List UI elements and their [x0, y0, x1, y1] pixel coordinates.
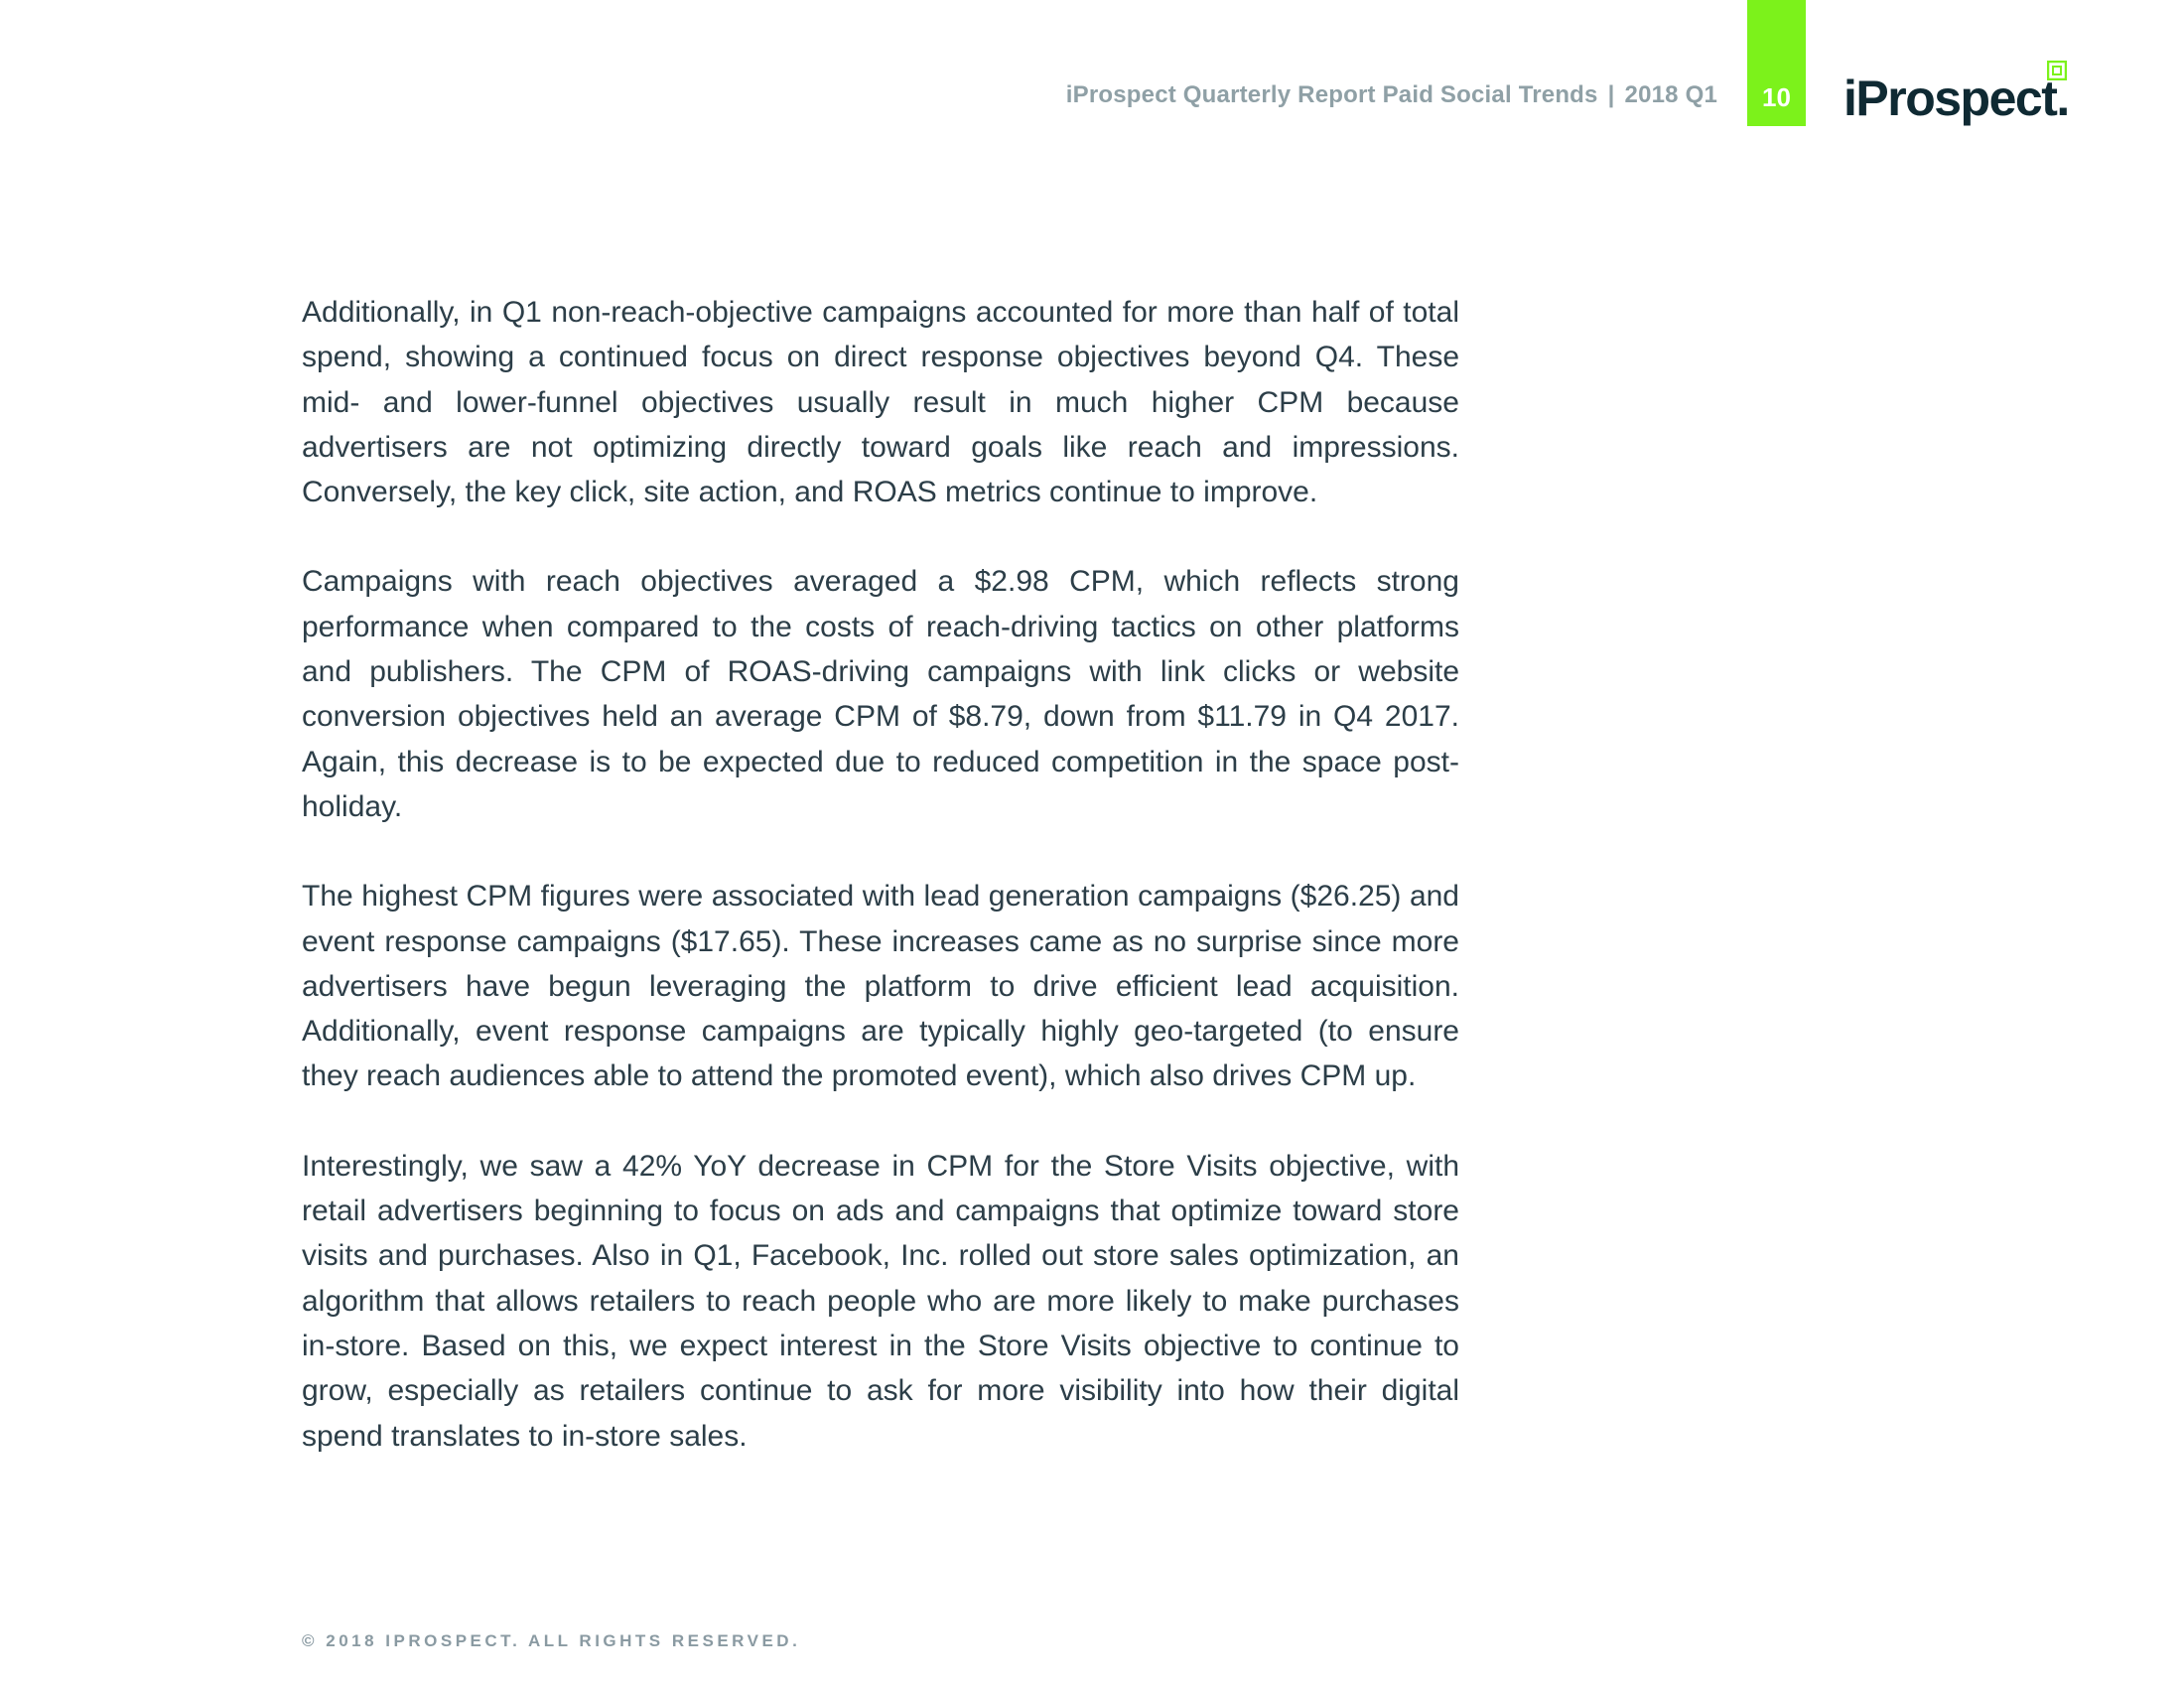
paragraph-cpm-reach: Campaigns with reach objectives averaged a $2.98 CPM, which reflects strong performance when compared to the costs of reach-driving tactics on other platforms and publishers. The CPM of ROAS-driving campaigns with link clicks or website conversion objectives held an average CPM of $8.79, down from $11.79 in Q4 2017. Again, this decrease is to be expected due to reduced competition in the space post-holiday.: [302, 565, 1459, 823]
page-number: 10: [1762, 82, 1791, 112]
iprospect-logo: [1843, 56, 2072, 125]
header-separator: |: [1607, 81, 1615, 108]
report-title: iProspect Quarterly Report Paid Social Trends: [1065, 81, 1598, 108]
logo-wordmark: iProspect.: [1843, 70, 2069, 126]
logo-mark-icon: [2047, 61, 2067, 80]
paragraph-reach-objectives: Additionally, in Q1 non-reach-objective campaigns accounted for more than half of total spend, showing a continued focus on direct response objectives beyond Q4. These mid- and lower-funnel objectives usually result in much higher CPM because advertisers are not optimizing directly toward goals like reach and impressions. Conversely, the key click, site action, and ROAS metrics continue to improve.: [302, 296, 1459, 509]
copyright-footer: © 2018 IPROSPECT. ALL RIGHTS RESERVED.: [302, 1631, 801, 1650]
paragraph-highest-cpm: The highest CPM figures were associated with lead generation campaigns ($26.25) and event response campaigns ($17.65). These increases came as no surprise since more advertisers have begun leveraging the platform to drive efficient lead acquisition. Additionally, event response campaigns are typically highly geo-targeted (to ensure they reach audiences able to attend the promoted event), which also drives CPM up.: [302, 880, 1459, 1093]
body-text: [302, 290, 1459, 1503]
report-header-title: [1066, 81, 1717, 109]
report-period: 2018 Q1: [1624, 81, 1717, 108]
page-number-tab: [1747, 0, 1806, 126]
paragraph-store-visits: Interestingly, we saw a 42% YoY decrease in CPM for the Store Visits objective, with retail advertisers beginning to focus on ads and campaigns that optimize toward store visits and purchases. Also in Q1, Facebook, Inc. rolled out store sales optimization, an algorithm that allows retailers to reach people who are more likely to make purchases in-store. Based on this, we expect interest in the Store Visits objective to continue to grow, especially as retailers continue to ask for more visibility into how their digital spend translates to in-store sales.: [302, 1149, 1459, 1453]
